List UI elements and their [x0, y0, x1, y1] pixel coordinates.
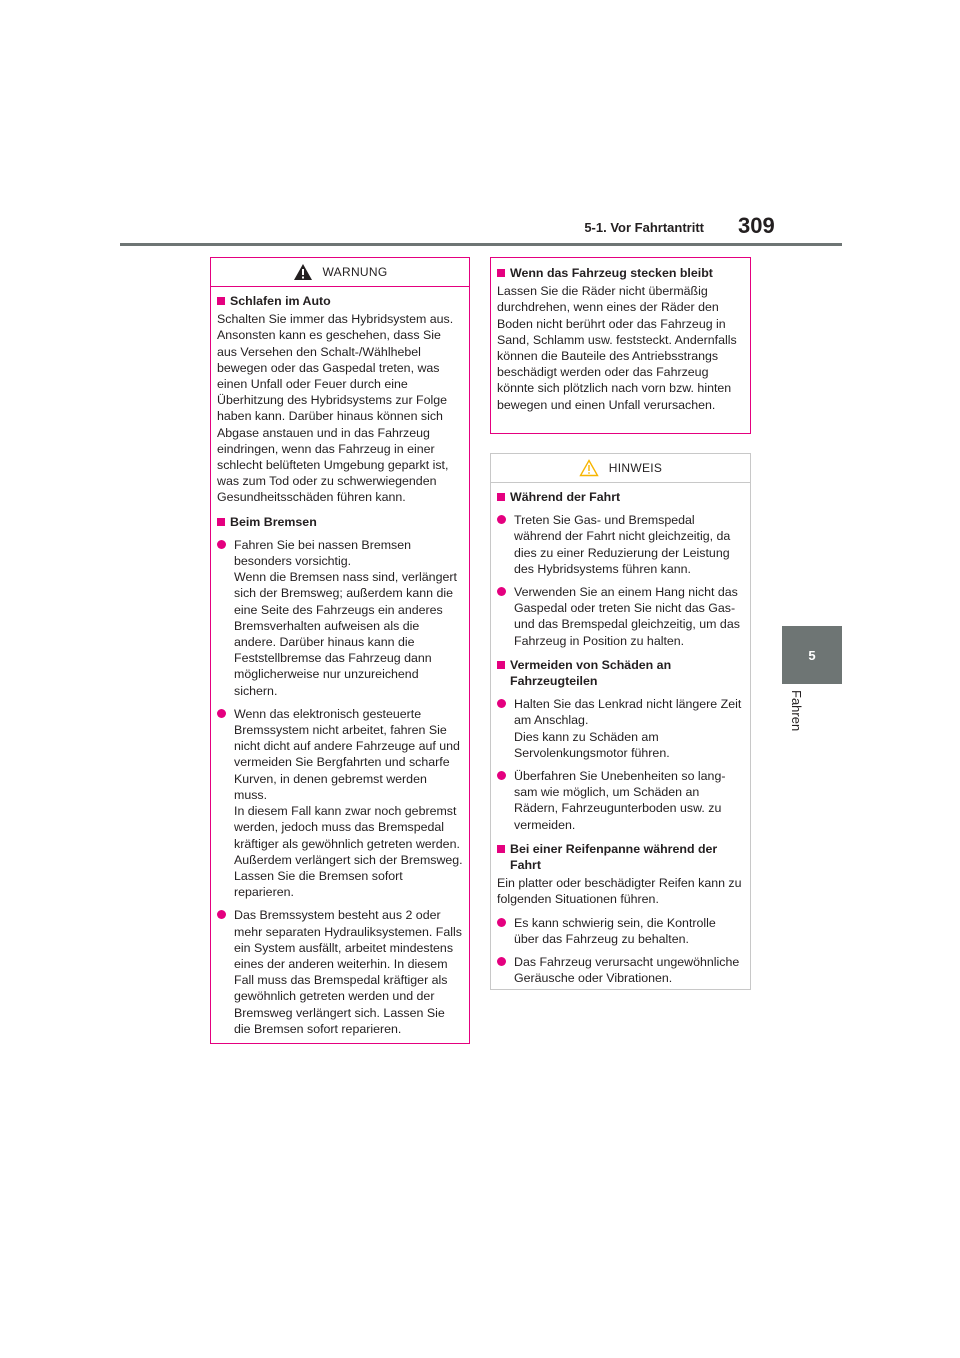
round-bullet-icon: [497, 515, 506, 524]
list-item-text: Das Fahrzeug verursacht ungewöhnliche Geräusche oder Vibrationen.: [514, 955, 740, 986]
list-item-text: Treten Sie Gas- und Bremspedal während der Fahrt nicht gleichzeitig, da dies zu einer Reduzierung der Leistung des Hybridsystems führen kann.: [514, 513, 731, 576]
round-bullet-icon: [497, 587, 506, 596]
chapter-number: 5: [808, 647, 816, 663]
square-bullet-icon: [217, 518, 225, 526]
round-bullet-icon: [497, 918, 506, 927]
list-item-text: Verwenden Sie an einem Hang nicht das Gaspedal oder treten Sie nicht das Gas- und das Bremspedal gleichzeitig, um das Fahrzeug in Position zu halten.: [514, 585, 740, 648]
section-heading-text: Schlafen im Auto: [230, 294, 331, 308]
section-heading-text: Vermeiden von Schäden an Fahrzeugteilen: [510, 657, 672, 689]
round-bullet-icon: [497, 957, 506, 966]
section-heading: [217, 514, 463, 530]
square-bullet-icon: [497, 493, 505, 501]
list-item: [497, 915, 744, 947]
list-item: [217, 537, 463, 699]
section-heading: [497, 265, 744, 281]
warning-triangle-icon: [293, 263, 313, 281]
list-item-text: Es kann schwierig sein, die Kontrolle über das Fahrzeug zu behalten.: [514, 915, 716, 946]
list-item-text: In diesem Fall kann zwar noch gebremst werden, jedoch muss das Bremspedal kräftiger als gewöhnlich getreten werden. Außerdem verlängert sich der Bremsweg. Lassen Sie die Bremsen sofort reparieren.: [234, 804, 463, 900]
warning-title: WARNUNG: [322, 264, 388, 279]
page-number: 309: [738, 213, 775, 238]
notice-triangle-icon: [579, 459, 599, 477]
list-item-text: Überfahren Sie Unebenheiten so lang-sam wie möglich, um Schäden an Rädern, Fahrzeugunterboden usw. zu vermeiden.: [514, 769, 726, 832]
warning-continuation-box: [490, 257, 751, 434]
list-item: [497, 768, 744, 833]
list-item: [217, 706, 463, 900]
list-item-text: Halten Sie das Lenkrad nicht längere Zeit am Anschlag.: [514, 697, 742, 728]
round-bullet-icon: [217, 540, 226, 549]
list-item: [497, 696, 744, 761]
list-item-text: Dies kann zu Schäden am Servolenkungsmotor führen.: [514, 729, 670, 760]
square-bullet-icon: [497, 269, 505, 277]
section-heading: [497, 841, 744, 873]
notice-header: [491, 454, 750, 483]
list-item: [497, 954, 744, 986]
section-heading-text: Bei einer Reifenpanne während der Fahrt: [510, 841, 718, 873]
warning-box: [210, 257, 470, 1044]
list-item: [497, 584, 744, 649]
round-bullet-icon: [217, 709, 226, 718]
round-bullet-icon: [497, 771, 506, 780]
list-item: [217, 907, 463, 1037]
notice-box: [490, 453, 751, 990]
section-heading-text: Wenn das Fahrzeug stecken bleibt: [510, 266, 713, 280]
list-item: [497, 512, 744, 577]
paragraph: Lassen Sie die Räder nicht übermäßig durchdrehen, wenn eines der Räder den Boden nicht berührt oder das Fahrzeug in Sand, Schlamm usw. feststeckt. Andernfalls können die Bauteile des Antriebsstrangs beschädigt werden oder das Fahrzeug könnte sich plötzlich nach vorn bzw. hinten bewegen und einen Unfall verursachen.: [497, 284, 737, 412]
section-title: 5-1. Vor Fahrtantritt: [584, 220, 704, 235]
list-item-text: Das Bremssystem besteht aus 2 oder mehr separaten Hydrauliksystemen. Falls ein System ausfällt, arbeitet mindestens eines der anderen weiterhin. In diesem Fall muss das Bremspedal kräftiger als gewöhnlich getreten werden und der Bremsweg verlängert sich. Lassen Sie die Bremsen sofort reparieren.: [234, 908, 462, 1036]
square-bullet-icon: [217, 297, 225, 305]
section-heading: [497, 489, 744, 505]
section-heading-text: Beim Bremsen: [230, 514, 317, 529]
square-bullet-icon: [497, 661, 505, 669]
square-bullet-icon: [497, 845, 505, 853]
paragraph: Ein platter oder beschädigter Reifen kann zu folgenden Situationen führen.: [497, 876, 742, 907]
warning-header: [211, 258, 469, 287]
round-bullet-icon: [217, 910, 226, 919]
round-bullet-icon: [497, 699, 506, 708]
list-item-text: Wenn das elektronisch gesteuerte Bremssystem nicht arbeitet, fahren Sie nicht dicht auf andere Fahrzeuge auf und vermeiden Sie Bergfahrten und scharfe Kurven, in denen gebremst werden muss.: [234, 706, 460, 802]
section-heading: [217, 293, 463, 309]
chapter-label: Fahren: [789, 690, 804, 732]
section-heading-text: Während der Fahrt: [510, 490, 621, 504]
header-rule: [120, 243, 842, 246]
list-item-text: Fahren Sie bei nassen Bremsen besonders vorsichtig.: [234, 537, 412, 569]
chapter-tab: [782, 626, 842, 684]
notice-title: HINWEIS: [608, 460, 663, 475]
list-item-text: Wenn die Bremsen nass sind, verlängert sich der Bremsweg; außerdem kann die eine Seite des Fahrzeugs ein anderes Bremsverhalten aufweisen als die andere. Darüber hinaus kann die Feststellbremse das Fahrzeug dann möglicherweise nur unzureichend sichern.: [234, 570, 457, 698]
paragraph: Schalten Sie immer das Hybridsystem aus. Ansonsten kann es geschehen, dass Sie aus Versehen den Schalt-/Wählhebel bewegen oder das Gaspedal treten, was einen Unfall oder Feuer durch eine Überhitzung des Hybridsystems zur Folge haben kann. Darüber hinaus können sich Abgase anstauen und in das Fahrzeug eindringen, wenn das Fahrzeug in einer schlecht belüfteten Umgebung geparkt ist, was zum Tod oder zu schwerwiegenden Gesundheitsschäden führen kann.: [217, 312, 454, 505]
section-heading: [497, 657, 744, 689]
